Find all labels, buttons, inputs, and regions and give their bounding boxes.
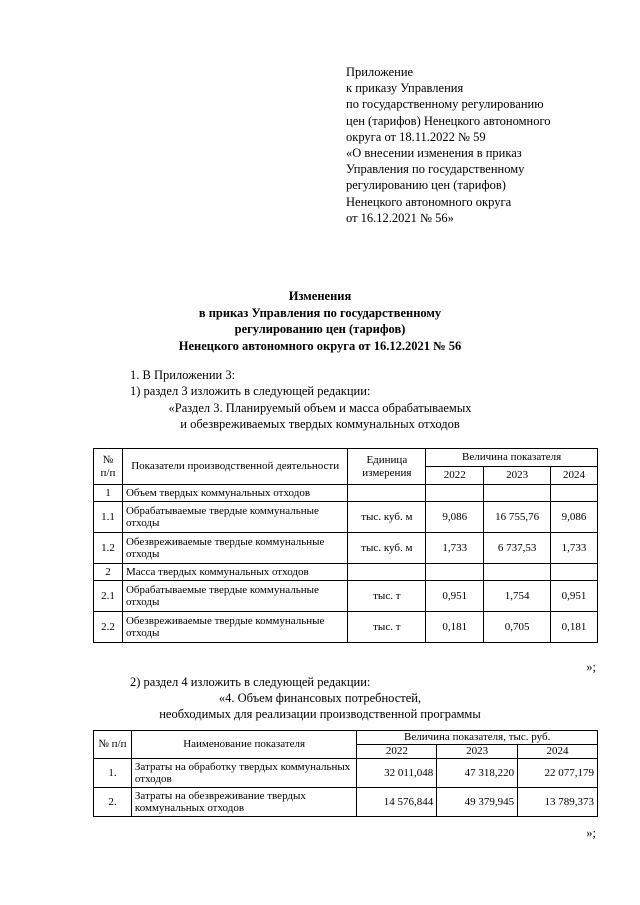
th-year: 2023 (437, 745, 518, 759)
table-row (94, 502, 598, 533)
appendix-line: регулированию цен (тарифов) (346, 178, 506, 193)
cell-value: 1,754 (484, 581, 551, 612)
cell-value: 9,086 (551, 502, 598, 533)
cell-value: 0,951 (551, 581, 598, 612)
cell-name: Обезвреживаемые твердые коммунальные отходы (122, 612, 347, 643)
appendix-line: Управления по государственному (346, 162, 525, 177)
cell-value: 1,733 (426, 533, 484, 564)
appendix-line: по государственному регулированию (346, 97, 544, 112)
cell-value: 14 576,844 (357, 788, 437, 817)
appendix-line: Приложение (346, 65, 414, 79)
cell-num: 2. (94, 788, 132, 817)
th-value: Величина показателя (426, 449, 598, 467)
th-name: Наименование показателя (131, 731, 356, 759)
section3-heading-1: «Раздел 3. Планируемый объем и масса обрабатываемых (168, 401, 472, 415)
cell-unit (348, 564, 426, 581)
item-1-2: 2) раздел 4 изложить в следующей редакции: (130, 675, 371, 689)
cell-value: 9,086 (426, 502, 484, 533)
cell-name: Затраты на обработку твердых коммунальных отходов (131, 759, 356, 788)
table-financial-needs (93, 730, 598, 817)
title-line: Изменения (288, 289, 352, 303)
cell-num: 1.1 (94, 502, 123, 533)
appendix-line: Ненецкого автономного округа (346, 194, 512, 209)
cell-value: 47 318,220 (437, 759, 518, 788)
item-1: 1. В Приложении 3: (130, 368, 236, 382)
cell-value (426, 485, 484, 502)
table-row (94, 533, 598, 564)
table-row (94, 612, 598, 643)
th-year: 2023 (484, 467, 551, 485)
cell-num: 1 (94, 485, 123, 502)
cell-unit: тыс. куб. м (348, 502, 426, 533)
th-year: 2022 (357, 745, 437, 759)
cell-value: 6 737,53 (484, 533, 551, 564)
cell-value: 0,705 (484, 612, 551, 643)
th-year: 2024 (551, 467, 598, 485)
appendix-line: цен (тарифов) Ненецкого автономного (346, 113, 551, 128)
cell-name: Обрабатываемые твердые коммунальные отходы (122, 581, 347, 612)
cell-name: Объем твердых коммунальных отходов (122, 485, 347, 502)
cell-value: 1,733 (551, 533, 598, 564)
cell-value (551, 485, 598, 502)
cell-value: 16 755,76 (484, 502, 551, 533)
th-indicators: Показатели производственной деятельности (122, 449, 347, 485)
section3-heading-2: и обезвреживаемых твердых коммунальных отходов (180, 417, 460, 431)
title-line: регулированию цен (тарифов) (234, 322, 406, 336)
table-row (94, 564, 598, 581)
appendix-line: «О внесении изменения в приказ (346, 146, 522, 161)
cell-num: 1. (94, 759, 132, 788)
cell-num: 2.2 (94, 612, 123, 643)
cell-value: 13 789,373 (518, 788, 598, 817)
table-row (94, 788, 598, 817)
cell-unit: тыс. т (348, 612, 426, 643)
document-title (0, 288, 640, 354)
cell-unit: тыс. куб. м (348, 533, 426, 564)
closing-quote-2: »; (586, 826, 596, 840)
th-num: № п/п (94, 731, 132, 759)
cell-value (426, 564, 484, 581)
cell-value (484, 564, 551, 581)
item-1-1: 1) раздел 3 изложить в следующей редакции: (130, 384, 371, 398)
cell-num: 2 (94, 564, 123, 581)
cell-value: 49 379,945 (437, 788, 518, 817)
closing-quote-1: »; (586, 660, 596, 674)
cell-value: 0,951 (426, 581, 484, 612)
appendix-line: округа от 18.11.2022 № 59 (346, 129, 486, 144)
cell-name: Затраты на обезвреживание твердых коммунальных отходов (131, 788, 356, 817)
appendix-line: от 16.12.2021 № 56» (346, 210, 454, 225)
cell-unit: тыс. т (348, 581, 426, 612)
th-value: Величина показателя, тыс. руб. (357, 731, 598, 745)
section4-heading-1: «4. Объем финансовых потребностей, (218, 691, 422, 705)
cell-value: 0,181 (426, 612, 484, 643)
th-unit: Единица измерения (348, 449, 426, 485)
cell-value: 32 011,048 (357, 759, 437, 788)
cell-value (551, 564, 598, 581)
th-year: 2022 (426, 467, 484, 485)
table-row (94, 759, 598, 788)
title-line: в приказ Управления по государственному (198, 305, 442, 320)
cell-num: 2.1 (94, 581, 123, 612)
cell-value: 22 077,179 (518, 759, 598, 788)
table-row (94, 485, 598, 502)
cell-value: 0,181 (551, 612, 598, 643)
table-row (94, 581, 598, 612)
th-year: 2024 (518, 745, 598, 759)
appendix-line: к приказу Управления (346, 81, 464, 96)
table-volume-mass (93, 448, 598, 643)
appendix-header (346, 64, 626, 226)
cell-name: Обрабатываемые твердые коммунальные отходы (122, 502, 347, 533)
cell-value (484, 485, 551, 502)
th-num: № п/п (94, 449, 123, 485)
section4-heading-2: необходимых для реализации производственной программы (159, 707, 481, 721)
title-line: Ненецкого автономного округа от 16.12.2021 № 56 (178, 338, 462, 353)
cell-num: 1.2 (94, 533, 123, 564)
cell-unit (348, 485, 426, 502)
cell-name: Масса твердых коммунальных отходов (122, 564, 347, 581)
cell-name: Обезвреживаемые твердые коммунальные отходы (122, 533, 347, 564)
